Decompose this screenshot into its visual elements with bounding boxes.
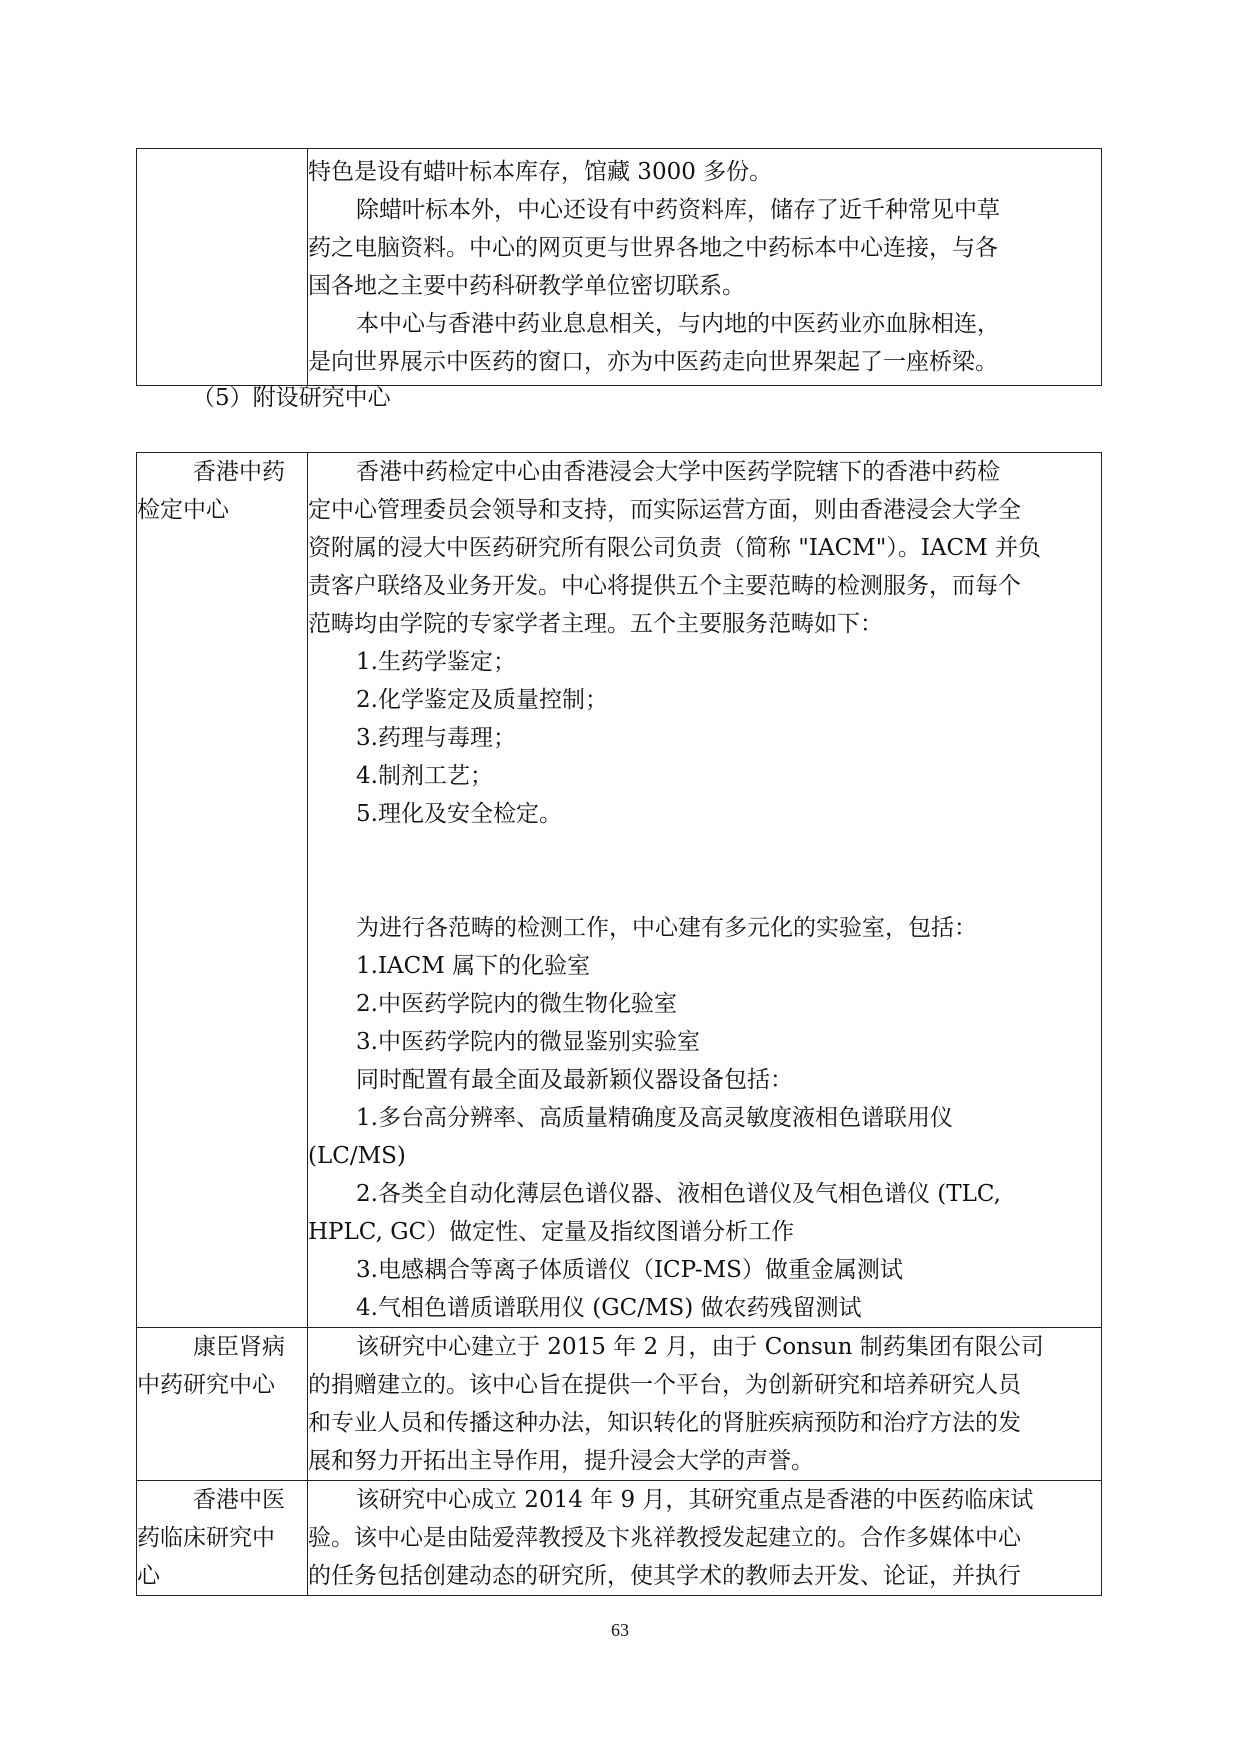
center-name-line: 心 <box>137 1563 160 1589</box>
text-line: 范畴均由学院的专家学者主理。五个主要服务范畴如下： <box>308 611 883 637</box>
text-line: 特色是设有蜡叶标本库存，馆藏 3000 多份。 <box>308 159 773 185</box>
text-line: 该研究中心建立于 2015 年 2 月，由于 Consun 制药集团有限公司 <box>356 1334 1044 1360</box>
table-row <box>137 1328 1102 1481</box>
center-name-line: 中药研究中心 <box>137 1372 275 1398</box>
table-cell-content <box>308 149 1102 386</box>
text-line: 3.中医药学院内的微显鉴别实验室 <box>356 1029 700 1055</box>
text-line: 的任务包括创建动态的研究所，使其学术的教师去开发、论证，并执行 <box>308 1563 1021 1589</box>
table-top-continuation <box>136 148 1102 386</box>
blank-line <box>308 833 1101 909</box>
center-description-cell <box>308 453 1102 1328</box>
center-name-line: 康臣肾病 <box>193 1334 285 1360</box>
text-line: 2.中医药学院内的微生物化验室 <box>356 991 677 1017</box>
text-line: 同时配置有最全面及最新颖仪器设备包括： <box>356 1067 793 1093</box>
text-line: 该研究中心成立 2014 年 9 月，其研究重点是香港的中医药临床试 <box>356 1487 1034 1513</box>
text-line: 除蜡叶标本外，中心还设有中药资料库，储存了近千种常见中草 <box>356 197 1000 223</box>
center-name-cell <box>137 1328 308 1481</box>
text-line: 为进行各范畴的检测工作，中心建有多元化的实验室，包括： <box>356 915 977 941</box>
text-line: (LC/MS) <box>308 1143 406 1169</box>
text-line: 2.化学鉴定及质量控制； <box>356 687 608 713</box>
section-heading: （5）附设研究中心 <box>192 385 391 411</box>
center-name-line: 药临床研究中 <box>137 1525 275 1551</box>
table-row <box>137 1481 1102 1596</box>
table-row <box>137 149 1102 386</box>
research-centers-table <box>136 452 1102 1596</box>
center-name-cell <box>137 1481 308 1596</box>
table-cell-empty <box>137 149 308 386</box>
center-description-cell <box>308 1481 1102 1596</box>
text-line: 本中心与香港中药业息息相关，与内地的中医药业亦血脉相连， <box>356 311 1000 337</box>
center-name-line: 香港中医 <box>193 1487 285 1513</box>
text-line: 展和努力开拓出主导作用，提升浸会大学的声誉。 <box>308 1448 814 1474</box>
text-line: 的捐赠建立的。该中心旨在提供一个平台，为创新研究和培养研究人员 <box>308 1372 1021 1398</box>
center-name-cell <box>137 453 308 1328</box>
text-line: 责客户联络及业务开发。中心将提供五个主要范畴的检测服务，而每个 <box>308 573 1021 599</box>
center-name-line: 检定中心 <box>137 497 229 523</box>
text-line: 1.多台高分辨率、高质量精确度及高灵敏度液相色谱联用仪 <box>356 1105 953 1131</box>
center-name-line: 香港中药 <box>193 459 285 485</box>
text-line: 4.气相色谱质谱联用仪 (GC/MS) 做农药残留测试 <box>356 1295 862 1321</box>
text-line: 1.生药学鉴定； <box>356 649 516 675</box>
text-line: 药之电脑资料。中心的网页更与世界各地之中药标本中心连接，与各 <box>308 235 998 261</box>
text-line: 1.IACM 属下的化验室 <box>356 953 591 979</box>
text-line: 4.制剂工艺； <box>356 763 493 789</box>
text-line: 资附属的浸大中医药研究所有限公司负责（简称 "IACM"）。IACM 并负 <box>308 535 1041 561</box>
text-line: 5.理化及安全检定。 <box>356 801 562 827</box>
text-line: 验。该中心是由陆爱萍教授及卞兆祥教授发起建立的。合作多媒体中心 <box>308 1525 1021 1551</box>
center-description-cell <box>308 1328 1102 1481</box>
text-line: 国各地之主要中药科研教学单位密切联系。 <box>308 273 745 299</box>
text-line: 3.电感耦合等离子体质谱仪（ICP-MS）做重金属测试 <box>356 1257 903 1283</box>
table-row <box>137 453 1102 1328</box>
text-line: 是向世界展示中医药的窗口，亦为中医药走向世界架起了一座桥梁。 <box>308 349 998 375</box>
text-line: 3.药理与毒理； <box>356 725 516 751</box>
text-line: 定中心管理委员会领导和支持，而实际运营方面，则由香港浸会大学全 <box>308 497 1021 523</box>
text-line: HPLC, GC）做定性、定量及指纹图谱分析工作 <box>308 1219 795 1245</box>
text-line: 香港中药检定中心由香港浸会大学中医药学院辖下的香港中药检 <box>356 459 1000 485</box>
text-line: 2.各类全自动化薄层色谱仪器、液相色谱仪及气相色谱仪 (TLC, <box>356 1181 1001 1207</box>
text-line: 和专业人员和传播这种办法，知识转化的肾脏疾病预防和治疗方法的发 <box>308 1410 1021 1436</box>
page-number: 63 <box>611 1620 629 1640</box>
